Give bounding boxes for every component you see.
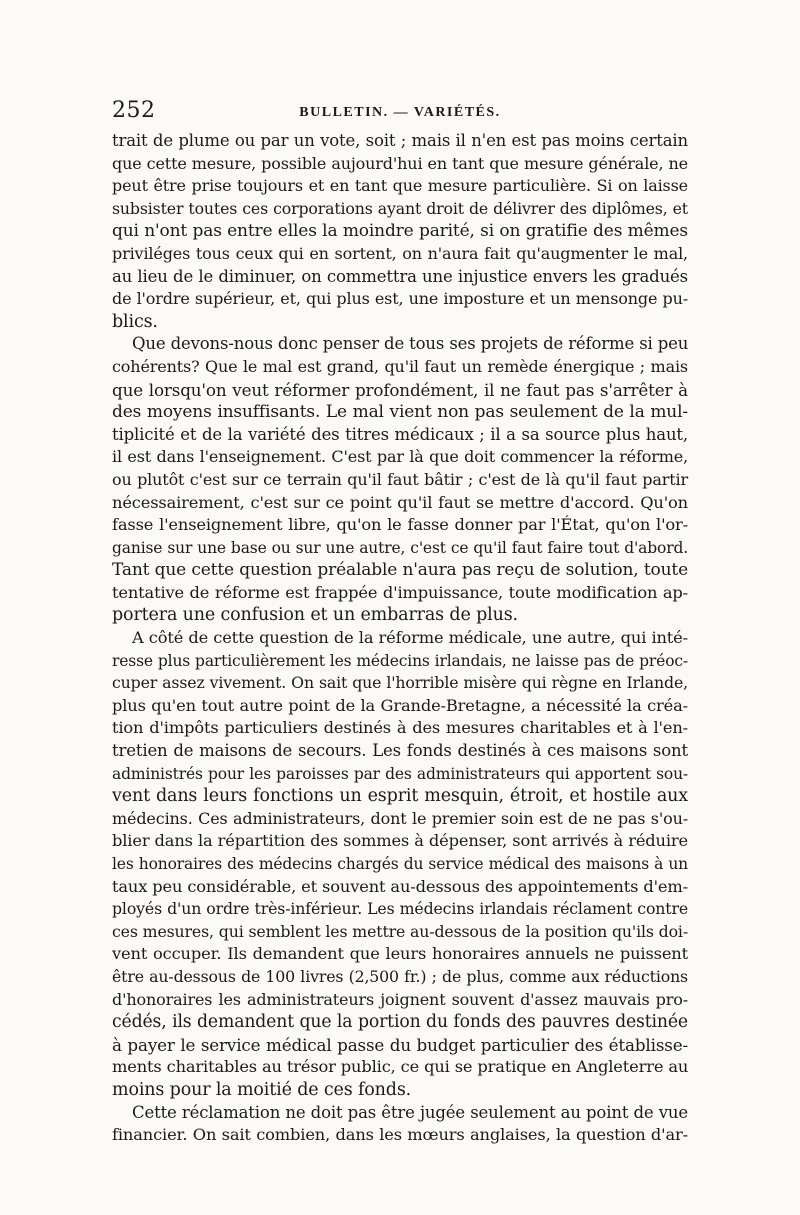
text-line: de l'ordre supérieur, et, qui plus est, une imposture et un mensonge pu-	[112, 289, 688, 309]
text-line: ces mesures, qui semblent les mettre au-dessous de la position qu'ils doi-	[112, 921, 688, 941]
paragraph-irish-physicians	[112, 627, 688, 1101]
paragraph-reform-projects	[112, 333, 688, 627]
book-page	[112, 98, 688, 1147]
text-line: cuper assez vivement. On sait que l'horrible misère qui règne en Irlande,	[112, 673, 688, 693]
text-line: financier. On sait combien, dans les mœurs anglaises, la question d'ar-	[112, 1125, 688, 1145]
text-line: taux peu considérable, et souvent au-dessous des appointements d'em-	[112, 876, 688, 896]
text-line: cédés, ils demandent que la portion du fonds des pauvres destinée	[112, 1012, 688, 1033]
text-line: blics.	[112, 311, 158, 332]
text-line: plus qu'en tout autre point de la Grande-Bretagne, a nécessité la créa-	[112, 695, 688, 715]
text-line: qui n'ont pas entre elles la moindre parité, si on gratifie des mêmes	[112, 221, 688, 242]
text-line: blier dans la répartition des sommes à dépenser, sont arrivés à réduire	[112, 831, 688, 851]
text-line: que lorsqu'on veut réformer profondément, il ne faut pas s'arrêter à	[112, 379, 688, 400]
text-line: ganise sur une base ou sur une autre, c'est ce qu'il faut faire tout d'abord.	[112, 538, 688, 557]
body-text	[112, 130, 688, 1147]
paragraph-continued	[112, 130, 688, 333]
text-line: cohérents? Que le mal est grand, qu'il faut un remède énergique ; mais	[112, 356, 688, 376]
text-line: des moyens insuffisants. Le mal vient non pas seulement de la mul-	[112, 402, 688, 423]
text-line: d'honoraires les administrateurs joignent souvent d'assez mauvais pro-	[112, 989, 688, 1009]
text-line: à payer le service médical passe du budget particulier des établisse-	[112, 1034, 688, 1055]
page-header	[112, 98, 688, 130]
text-line: A côté de cette question de la réforme médicale, une autre, qui inté-	[132, 628, 688, 648]
text-line: tentative de réforme est frappée d'impuissance, toute modification ap-	[112, 582, 688, 602]
text-line: portera une confusion et un embarras de plus.	[112, 605, 518, 626]
text-line: vent occuper. Ils demandent que leurs honoraires annuels ne puissent	[112, 944, 688, 964]
text-line: moins pour la moitié de ces fonds.	[112, 1079, 412, 1100]
text-line: tiplicité et de la variété des titres médicaux ; il a sa source plus haut,	[112, 424, 688, 444]
text-line: tion d'impôts particuliers destinés à des mesures charitables et à l'en-	[112, 718, 688, 738]
text-line: tretien de maisons de secours. Les fonds destinés à ces maisons sont	[112, 741, 688, 761]
text-line: trait de plume ou par un vote, soit ; mais il n'en est pas moins certain	[112, 131, 688, 150]
running-title: BULLETIN. — VARIÉTÉS.	[299, 105, 501, 120]
text-line: être au-dessous de 100 livres (2,500 fr.) ; de plus, comme aux réductions	[112, 966, 688, 986]
text-line: médecins. Ces administrateurs, dont le premier soin est de ne pas s'ou-	[112, 808, 688, 828]
text-line: fasse l'enseignement libre, qu'on le fasse donner par l'État, qu'on l'or-	[112, 515, 688, 535]
text-line: administrés pour les paroisses par des administrateurs qui apportent sou-	[112, 764, 688, 783]
text-line: il est dans l'enseignement. C'est par là que doit commencer la réforme,	[112, 447, 688, 467]
text-line: ployés d'un ordre très-inférieur. Les médecins irlandais réclament contre	[112, 899, 688, 919]
text-line: subsister toutes ces corporations ayant droit de délivrer des diplômes, et	[112, 198, 688, 218]
text-line: ou plutôt c'est sur ce terrain qu'il faut bâtir ; c'est de là qu'il faut partir	[112, 469, 688, 489]
text-line: que cette mesure, possible aujourd'hui en tant que mesure générale, ne	[112, 153, 688, 173]
text-line: les honoraires des médecins chargés du service médical des maisons à un	[112, 855, 688, 873]
text-line: resse plus particulièrement les médecins irlandais, ne laisse pas de préoc-	[112, 651, 688, 670]
text-line: ments charitables au trésor public, ce qui se pratique en Angleterre au	[112, 1057, 689, 1077]
text-line: Cette réclamation ne doit pas être jugée seulement au point de vue	[132, 1102, 688, 1122]
text-line: Que devons-nous donc penser de tous ses projets de réforme si peu	[132, 334, 689, 354]
text-line: Tant que cette question préalable n'aura pas reçu de solution, toute	[112, 560, 688, 581]
text-line: nécessairement, c'est sur ce point qu'il faut se mettre d'accord. Qu'on	[112, 492, 688, 512]
paragraph-reclamation	[112, 1102, 688, 1147]
page-number: 252	[112, 98, 156, 123]
text-line: priviléges tous ceux qui en sortent, on n'aura fait qu'augmenter le mal,	[112, 243, 688, 263]
text-line: vent dans leurs fonctions un esprit mesquin, étroit, et hostile aux	[112, 786, 688, 807]
text-line: au lieu de le diminuer, on commettra une injustice envers les gradués	[112, 266, 688, 286]
text-line: peut être prise toujours et en tant que mesure particulière. Si on laisse	[112, 176, 688, 196]
